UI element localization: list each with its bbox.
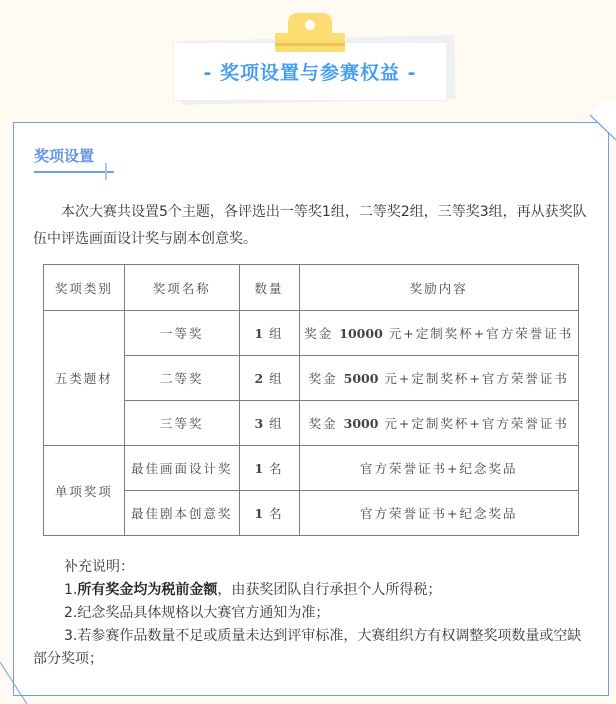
table-header: 奖励内容 <box>299 265 579 311</box>
table-row <box>44 356 579 401</box>
section-tick <box>105 163 107 180</box>
category-cell: 五类题材 <box>44 311 125 446</box>
page-title: - 奖项设置与参赛权益 - <box>203 62 417 84</box>
table-header: 奖项名称 <box>124 265 239 311</box>
clip-stripe-icon <box>275 43 345 46</box>
award-name-cell: 一等奖 <box>124 311 239 356</box>
award-name-cell: 二等奖 <box>124 356 239 401</box>
table-row <box>44 311 579 356</box>
award-name-cell: 三等奖 <box>124 401 239 446</box>
folded-corner-icon <box>589 100 616 142</box>
award-name-cell: 最佳画面设计奖 <box>124 446 239 491</box>
notes-block <box>33 556 593 671</box>
note-item: 3.若参赛作品数量不足或质量未达到评审标准，大赛组织方有权调整奖项数量或空缺部分奖项； <box>33 628 582 667</box>
quantity-cell: 1 名 <box>239 491 299 536</box>
intro-paragraph: 本次大赛共设置5个主题，各评选出一等奖1组，二等奖2组，三等奖3组，再从获奖队伍中评选画面设计奖与剧本创意奖。 <box>33 204 587 247</box>
note-item: 2.纪念奖品具体规格以大赛官方通知为准； <box>64 605 330 621</box>
quantity-cell: 2 组 <box>239 356 299 401</box>
reward-cell: 官方荣誉证书+纪念奖品 <box>299 491 579 536</box>
table-header: 奖项类别 <box>44 265 125 311</box>
award-table <box>43 264 579 536</box>
reward-cell: 奖金 5000 元+定制奖杯+官方荣誉证书 <box>299 356 579 401</box>
reward-cell: 官方荣誉证书+纪念奖品 <box>299 446 579 491</box>
award-name-cell: 最佳剧本创意奖 <box>124 491 239 536</box>
clip-hole-icon <box>305 20 315 30</box>
notes-label: 补充说明： <box>64 559 134 575</box>
reward-cell: 奖金 3000 元+定制奖杯+官方荣誉证书 <box>299 401 579 446</box>
quantity-cell: 3 组 <box>239 401 299 446</box>
table-header: 数量 <box>239 265 299 311</box>
note-item: 1.所有奖金均为税前金额，由获奖团队自行承担个人所得税； <box>64 582 442 598</box>
table-row <box>44 401 579 446</box>
section-underline <box>34 171 114 173</box>
category-cell: 单项奖项 <box>44 446 125 536</box>
table-row <box>44 446 579 491</box>
quantity-cell: 1 组 <box>239 311 299 356</box>
quantity-cell: 1 名 <box>239 446 299 491</box>
reward-cell: 奖金 10000 元+定制奖杯+官方荣誉证书 <box>299 311 579 356</box>
table-header-row <box>44 265 579 311</box>
table-row <box>44 491 579 536</box>
section-title: 奖项设置 <box>34 147 95 165</box>
